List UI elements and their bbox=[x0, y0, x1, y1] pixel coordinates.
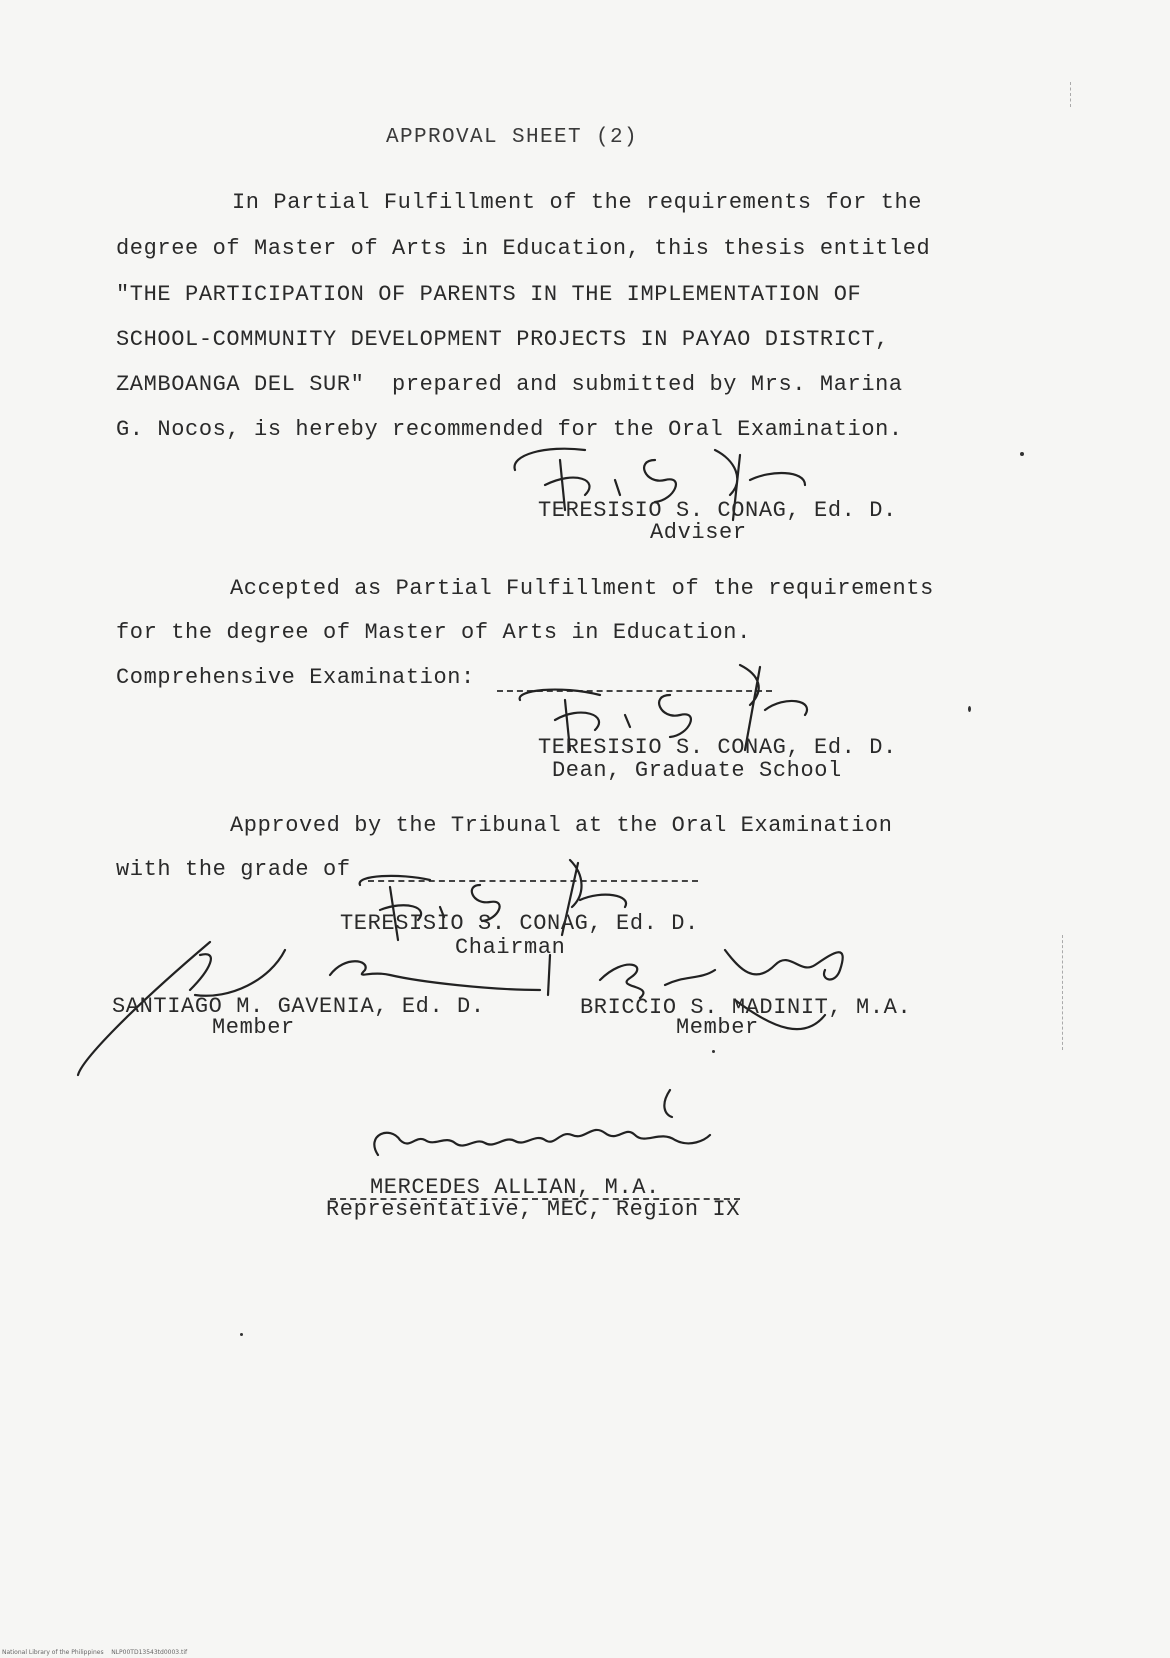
acceptance-line: Accepted as Partial Fulfillment of the requirements bbox=[230, 576, 934, 601]
acceptance-line: for the degree of Master of Arts in Education. bbox=[116, 620, 751, 645]
dean-role: Dean, Graduate School bbox=[552, 758, 842, 783]
comprehensive-exam-label: Comprehensive Examination: bbox=[116, 665, 475, 690]
member1-role: Member bbox=[212, 1015, 295, 1040]
recommendation-line: "THE PARTICIPATION OF PARENTS IN THE IMPLEMENTATION OF bbox=[116, 282, 862, 307]
scan-speck bbox=[240, 1333, 243, 1336]
chairman-name: TERESISIO S. CONAG, Ed. D. bbox=[340, 911, 699, 936]
member2-name: BRICCIO S. MADINIT, M.A. bbox=[580, 995, 912, 1020]
recommendation-line: ZAMBOANGA DEL SUR" prepared and submitted by Mrs. Marina bbox=[116, 372, 903, 397]
document-title: APPROVAL SHEET (2) bbox=[386, 126, 639, 149]
recommendation-line: In Partial Fulfillment of the requirements for the bbox=[232, 190, 923, 215]
recommendation-line: degree of Master of Arts in Education, this thesis entitled bbox=[116, 236, 931, 261]
member1-name: SANTIAGO M. GAVENIA, Ed. D. bbox=[112, 994, 485, 1019]
representative-role: Representative, MEC, Region IX bbox=[326, 1197, 741, 1222]
chairman-role: Chairman bbox=[455, 935, 566, 960]
scan-edge-mark bbox=[1062, 935, 1063, 1050]
tribunal-line: Approved by the Tribunal at the Oral Examination bbox=[230, 813, 893, 838]
recommendation-line: SCHOOL-COMMUNITY DEVELOPMENT PROJECTS IN PAYAO DISTRICT, bbox=[116, 327, 889, 352]
scan-edge-mark bbox=[1070, 82, 1071, 107]
scan-speck bbox=[968, 706, 971, 712]
recommendation-line: G. Nocos, is hereby recommended for the Oral Examination. bbox=[116, 417, 903, 442]
adviser-name: TERESISIO S. CONAG, Ed. D. bbox=[538, 498, 897, 523]
representative-signature bbox=[360, 1085, 720, 1175]
scan-footer: National Library of the Philippines NLP00TD13543td0003.tif bbox=[2, 1649, 188, 1656]
adviser-role: Adviser bbox=[650, 520, 747, 545]
representative-name: MERCEDES ALLIAN, M.A. bbox=[370, 1175, 660, 1200]
scan-speck bbox=[712, 1050, 715, 1053]
grade-label: with the grade of bbox=[116, 857, 351, 882]
member2-role: Member bbox=[676, 1015, 759, 1040]
scan-speck bbox=[1020, 452, 1024, 456]
dean-name: TERESISIO S. CONAG, Ed. D. bbox=[538, 735, 897, 760]
